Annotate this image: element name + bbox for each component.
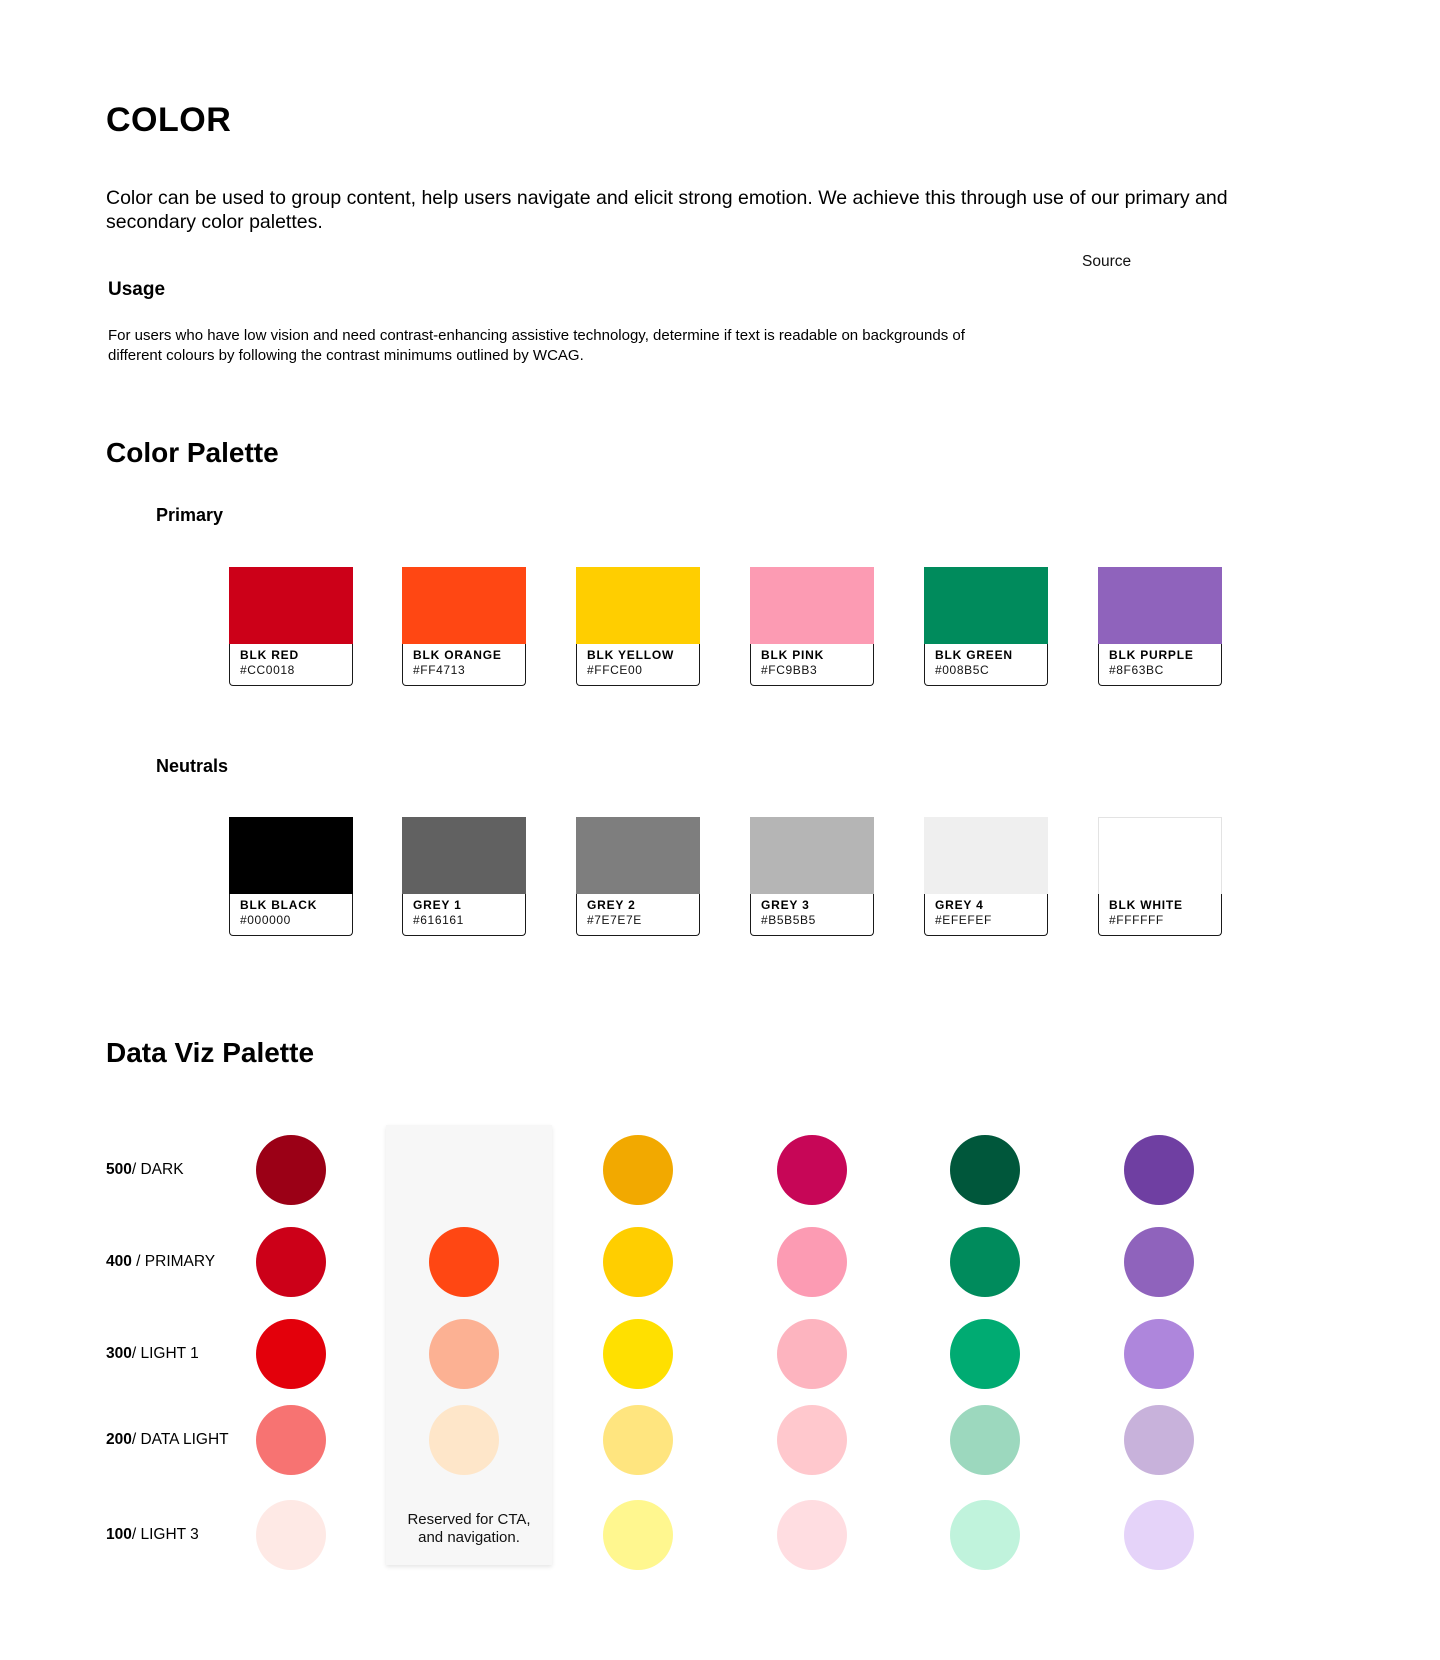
swatch-hex: #000000 (240, 913, 291, 927)
swatch-color-chip (924, 567, 1048, 644)
neutral-swatch (750, 817, 874, 936)
page-title: COLOR (106, 101, 232, 139)
swatch-name: BLK GREEN (935, 648, 1013, 662)
color-palette-heading: Color Palette (106, 437, 279, 468)
swatch-name: BLK BLACK (240, 898, 318, 912)
data-viz-row-label (106, 1161, 184, 1179)
swatch-hex: #B5B5B5 (761, 913, 816, 927)
data-viz-heading: Data Viz Palette (106, 1037, 315, 1068)
neutral-swatch (576, 817, 700, 936)
data-viz-row-label (106, 1526, 199, 1544)
data-viz-row-label (106, 1345, 199, 1363)
swatch-color-chip (1098, 817, 1222, 894)
swatch-name: BLK PURPLE (1109, 648, 1194, 662)
data-viz-color-dot (603, 1405, 673, 1475)
primary-swatch (750, 567, 874, 686)
swatch-hex: #8F63BC (1109, 663, 1164, 677)
data-viz-color-dot (777, 1500, 847, 1570)
swatch-name: GREY 2 (587, 898, 636, 912)
swatch-hex: #CC0018 (240, 663, 295, 677)
data-viz-color-dot (429, 1319, 499, 1389)
swatch-color-chip (1098, 567, 1222, 644)
intro-paragraph: Color can be used to group content, help users navigate and elicit strong emotion. We achieve this through use of our primary and secondary color palettes. (106, 187, 1228, 233)
swatch-name: BLK RED (240, 648, 299, 662)
neutral-swatch (924, 817, 1048, 936)
row-name: / DATA LIGHT (131, 1431, 229, 1448)
reserved-note (386, 1511, 552, 1547)
data-viz-color-dot (256, 1227, 326, 1297)
data-viz-color-dot (256, 1405, 326, 1475)
data-viz-color-dot (777, 1135, 847, 1205)
neutral-swatch (229, 817, 353, 936)
usage-body: For users who have low vision and need contrast-enhancing assistive technology, determine if text is readable on backgrounds of different colours by following the contrast minimums outlined by WCAG. (108, 327, 965, 364)
usage-heading: Usage (108, 279, 166, 300)
primary-swatch (229, 567, 353, 686)
data-viz-color-dot (1124, 1500, 1194, 1570)
swatch-label (229, 894, 353, 936)
row-level: 100 (106, 1526, 132, 1543)
swatch-label (1098, 894, 1222, 936)
swatch-name: GREY 4 (935, 898, 984, 912)
primary-swatch (924, 567, 1048, 686)
row-name: / PRIMARY (136, 1253, 216, 1270)
data-viz-color-dot (429, 1405, 499, 1475)
data-viz-color-dot (1124, 1227, 1194, 1297)
data-viz-color-dot (429, 1227, 499, 1297)
swatch-name: BLK ORANGE (413, 648, 502, 662)
swatch-hex: #616161 (413, 913, 464, 927)
swatch-name: GREY 1 (413, 898, 462, 912)
swatch-label (924, 644, 1048, 686)
data-viz-color-dot (950, 1227, 1020, 1297)
data-viz-color-dot (777, 1405, 847, 1475)
data-viz-color-dot (603, 1135, 673, 1205)
data-viz-color-dot (1124, 1405, 1194, 1475)
data-viz-color-dot (950, 1500, 1020, 1570)
swatch-color-chip (402, 567, 526, 644)
swatch-label (402, 644, 526, 686)
reserved-note-text: Reserved for CTA, and navigation. (407, 1511, 531, 1546)
swatch-label (576, 644, 700, 686)
swatch-hex: #FC9BB3 (761, 663, 818, 677)
swatch-label (402, 894, 526, 936)
data-viz-color-dot (777, 1227, 847, 1297)
swatch-label (750, 644, 874, 686)
swatch-label (576, 894, 700, 936)
data-viz-color-dot (256, 1500, 326, 1570)
primary-heading: Primary (156, 505, 224, 525)
swatch-name: BLK PINK (761, 648, 825, 662)
swatch-color-chip (402, 817, 526, 894)
data-viz-row-label (106, 1253, 215, 1271)
data-viz-color-dot (950, 1319, 1020, 1389)
data-viz-color-dot (603, 1227, 673, 1297)
swatch-label (924, 894, 1048, 936)
swatch-hex: #7E7E7E (587, 913, 642, 927)
data-viz-color-dot (950, 1405, 1020, 1475)
swatch-hex: #008B5C (935, 663, 990, 677)
data-viz-row-label (106, 1431, 229, 1449)
swatch-name: BLK WHITE (1109, 898, 1183, 912)
data-viz-color-dot (603, 1500, 673, 1570)
row-level: 200 (106, 1431, 132, 1448)
swatch-label (750, 894, 874, 936)
primary-swatch (1098, 567, 1222, 686)
data-viz-color-dot (950, 1135, 1020, 1205)
row-level: 300 (106, 1345, 132, 1362)
neutral-swatch (402, 817, 526, 936)
swatch-color-chip (750, 567, 874, 644)
row-name: / DARK (131, 1161, 184, 1178)
row-level: 500 (106, 1161, 132, 1178)
swatch-hex: #FFCE00 (587, 663, 643, 677)
swatch-name: GREY 3 (761, 898, 810, 912)
neutrals-heading: Neutrals (156, 756, 229, 776)
primary-swatch (402, 567, 526, 686)
data-viz-color-dot (1124, 1319, 1194, 1389)
swatch-name: BLK YELLOW (587, 648, 675, 662)
data-viz-color-dot (256, 1319, 326, 1389)
swatch-color-chip (750, 817, 874, 894)
primary-swatch (576, 567, 700, 686)
swatch-color-chip (576, 817, 700, 894)
data-viz-color-dot (603, 1319, 673, 1389)
swatch-color-chip (924, 817, 1048, 894)
swatch-hex: #EFEFEF (935, 913, 992, 927)
data-viz-color-dot (777, 1319, 847, 1389)
swatch-color-chip (229, 817, 353, 894)
neutral-swatch (1098, 817, 1222, 936)
swatch-hex: #FF4713 (413, 663, 466, 677)
data-viz-color-dot (256, 1135, 326, 1205)
swatch-color-chip (576, 567, 700, 644)
source-link[interactable]: Source (1082, 253, 1132, 270)
swatch-hex: #FFFFFF (1109, 913, 1164, 927)
swatch-color-chip (229, 567, 353, 644)
data-viz-color-dot (1124, 1135, 1194, 1205)
swatch-label (1098, 644, 1222, 686)
row-level: 400 (106, 1253, 137, 1270)
row-name: / LIGHT 3 (131, 1526, 199, 1543)
swatch-label (229, 644, 353, 686)
row-name: / LIGHT 1 (131, 1345, 199, 1362)
